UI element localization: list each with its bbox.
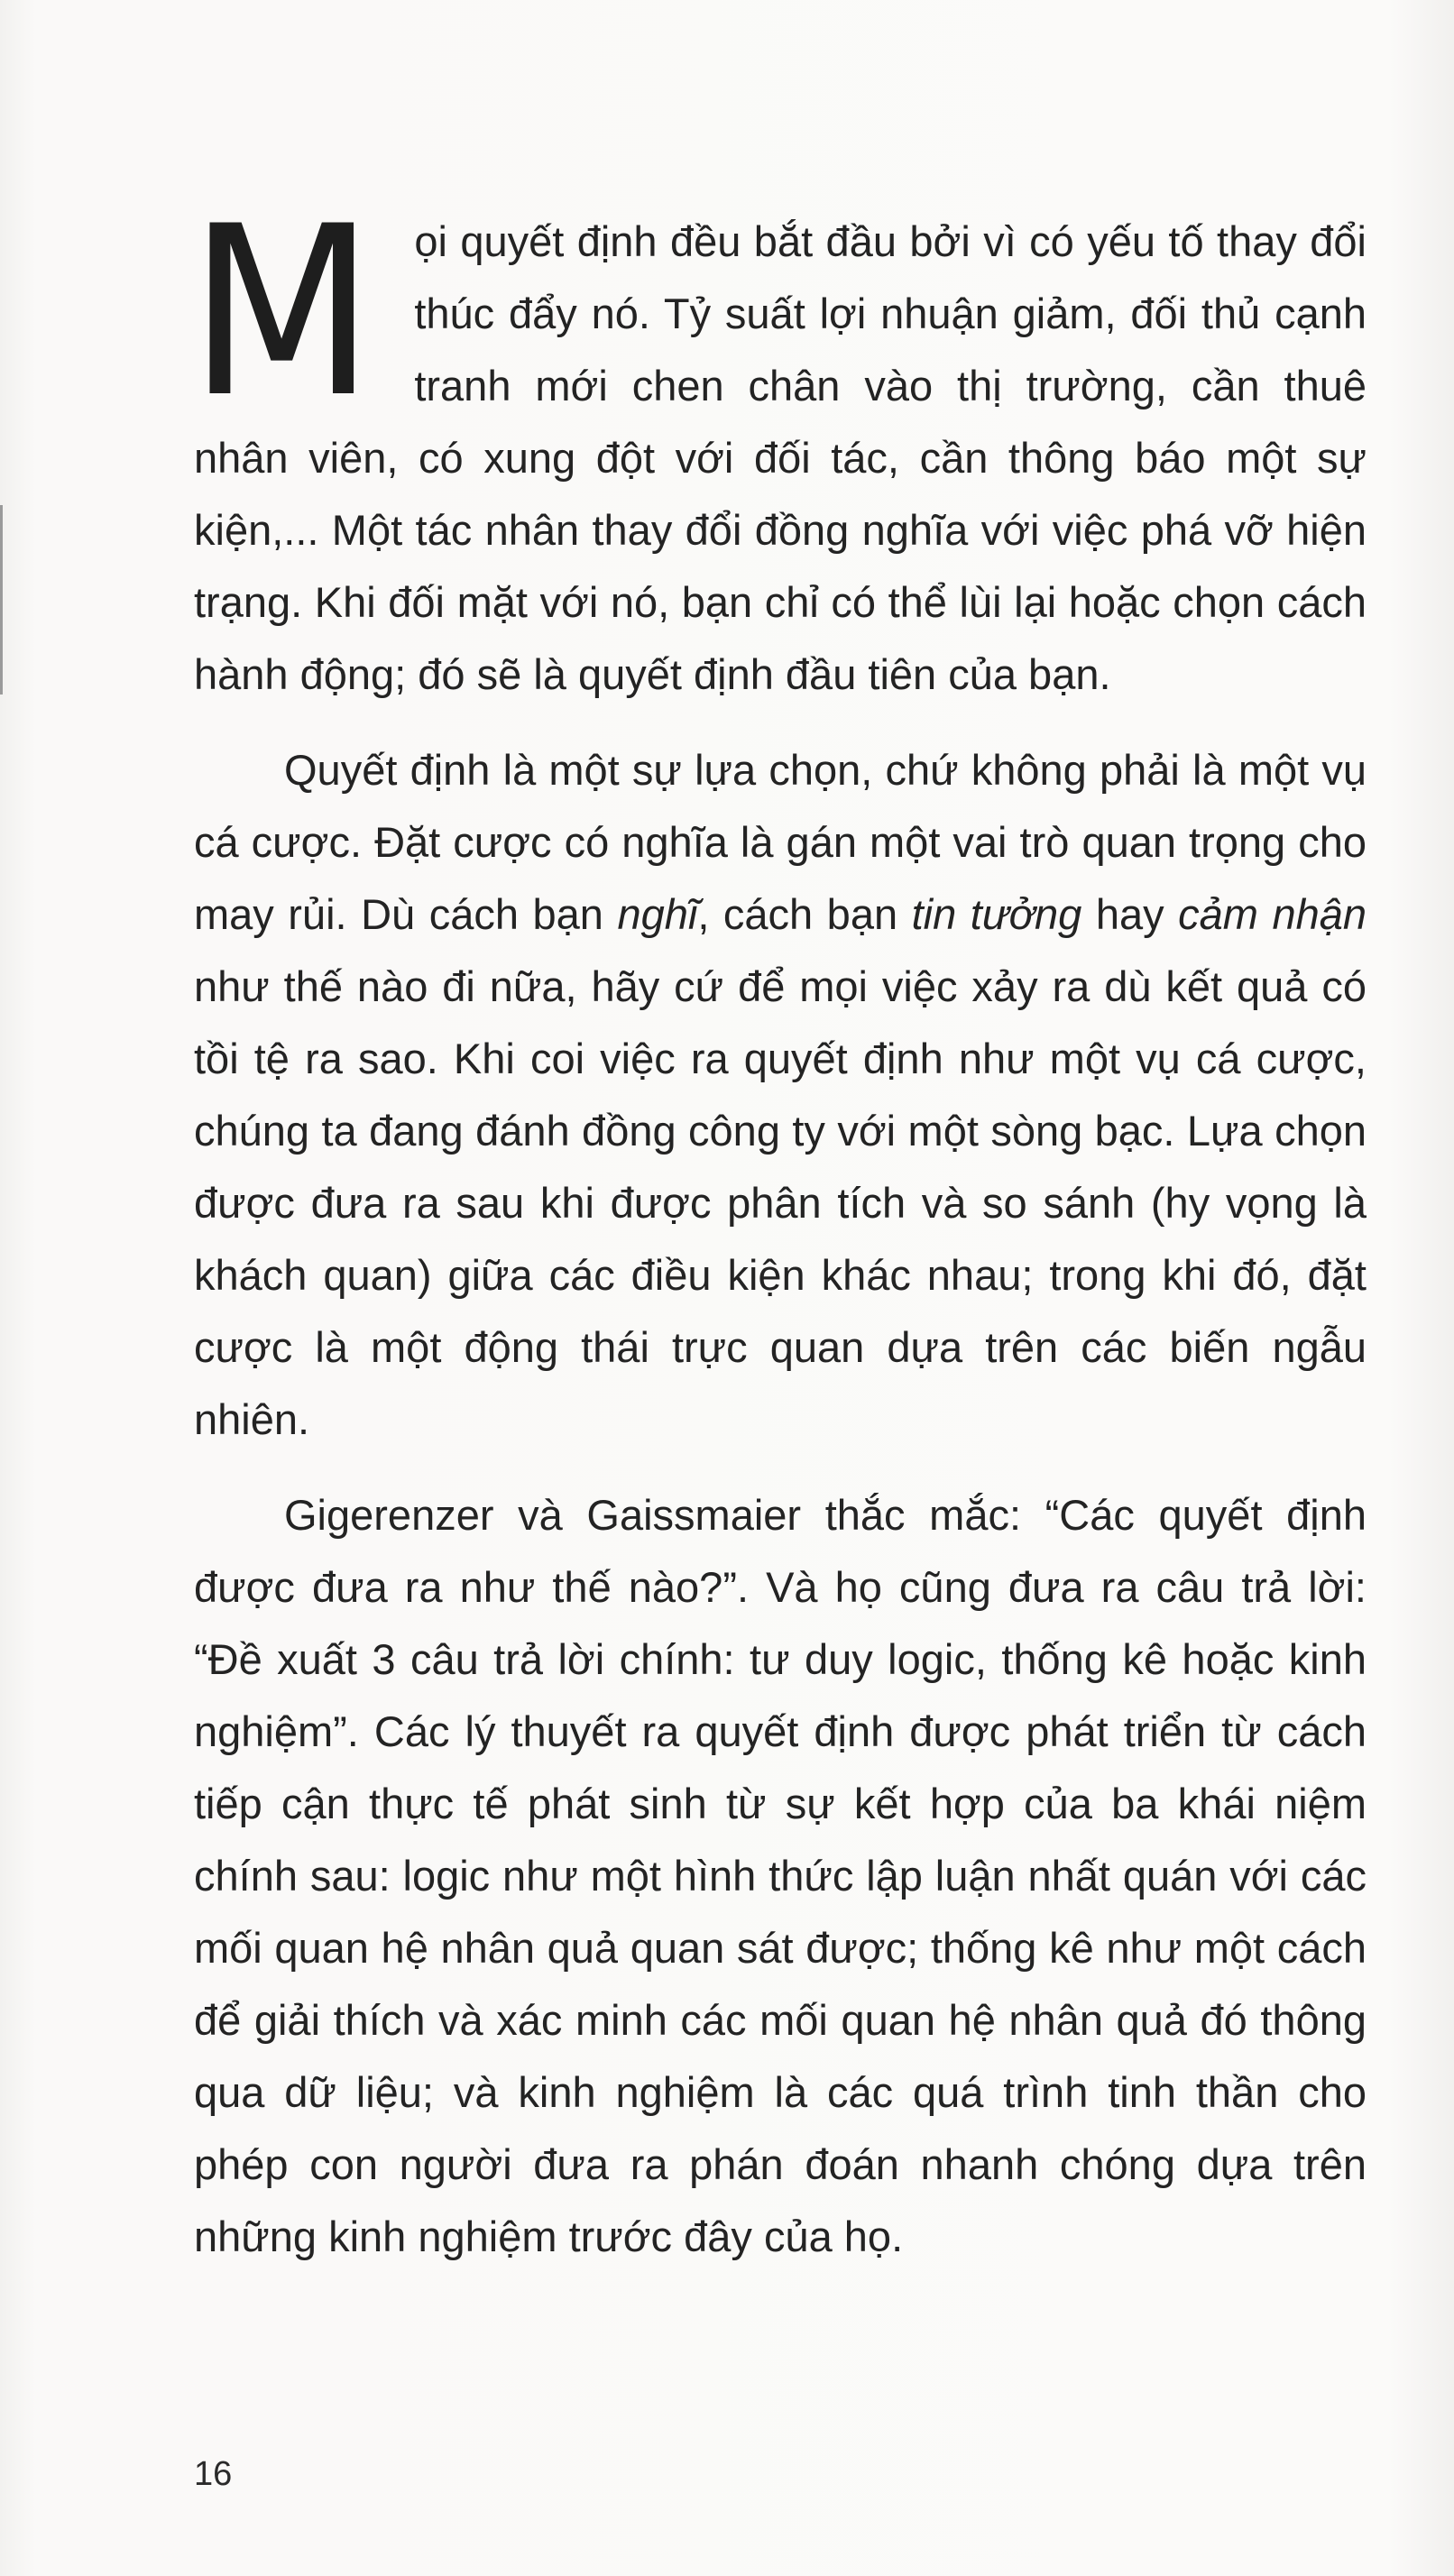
page-edge-shadow <box>0 505 3 695</box>
emphasis-trust: tin tưởng <box>911 890 1082 938</box>
paragraph-2 <box>194 734 1367 1456</box>
paragraph-3-text: Gigerenzer và Gaissmaier thắc mắc: “Các quyết định được đưa ra như thế nào?”. Và họ cũng đưa ra câu trả lời: “Đề xuất 3 câu trả lời chính: tư duy logic, thống kê hoặc kinh nghiệm”. Các lý thuyết ra quyết định được phát triển từ cách tiếp cận thực tế phát sinh từ sự kết hợp của ba khái niệm chính sau: logic như một hình thức lập luận nhất quán với các mối quan hệ nhân quả quan sát được; thống kê như một cách để giải thích và xác minh các mối quan hệ nhân quả đó thông qua dữ liệu; và kinh nghiệm là các quá trình tinh thần cho phép con người đưa ra phán đoán nhanh chóng dựa trên những kinh nghiệm trước đây của họ. <box>194 1491 1367 2260</box>
paragraph-3 <box>194 1479 1367 2273</box>
paragraph-2-text-c: hay <box>1081 890 1179 938</box>
emphasis-think: nghĩ <box>617 890 698 938</box>
paragraph-1-text: ọi quyết định đều bắt đầu bởi vì có yếu tố thay đổi thúc đẩy nó. Tỷ suất lợi nhuận giảm, đối thủ cạnh tranh mới chen chân vào thị trường, cần thuê nhân viên, có xung đột với đối tác, cần thông báo một sự kiện,... Một tác nhân thay đổi đồng nghĩa với việc phá vỡ hiện trạng. Khi đối mặt với nó, bạn chỉ có thể lùi lại hoặc chọn cách hành động; đó sẽ là quyết định đầu tiên của bạn. <box>194 217 1367 698</box>
paragraph-1 <box>189 177 1367 711</box>
page-number: 16 <box>194 2455 233 2493</box>
paragraph-2-text-d: như thế nào đi nữa, hãy cứ để mọi việc xảy ra dù kết quả có tồi tệ ra sao. Khi coi việc ra quyết định như một vụ cá cược, chúng ta đang đánh đồng công ty với một sòng bạc. Lựa chọn được đưa ra sau khi được phân tích và so sánh (hy vọng là khách quan) giữa các điều kiện khác nhau; trong khi đó, đặt cược là một động thái trực quan dựa trên các biến ngẫu nhiên. <box>194 962 1367 1443</box>
paragraph-2-text-a: Quyết định là một sự lựa chọn, chứ không phải là một vụ cá cược. Đặt cược có nghĩa là gán một vai trò quan trọng cho may rủi. Dù cách bạn <box>194 746 1367 938</box>
paragraph-2-text-b: , cách bạn <box>697 890 912 938</box>
body-text <box>189 177 1367 2296</box>
drop-cap-letter: M <box>189 177 375 449</box>
emphasis-feel: cảm nhận <box>1178 890 1367 938</box>
